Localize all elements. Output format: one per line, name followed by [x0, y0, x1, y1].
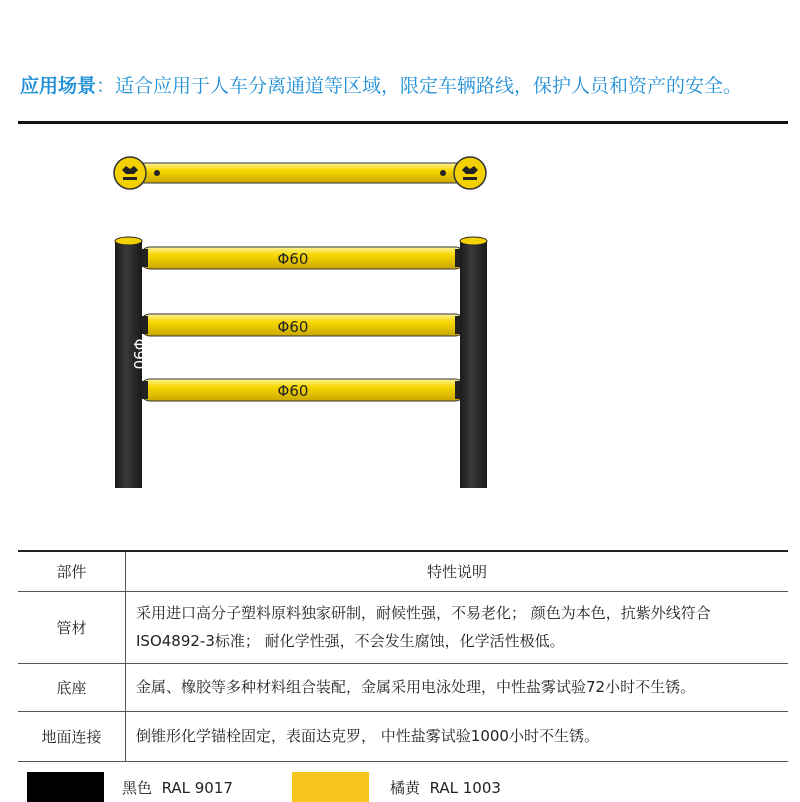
divider	[18, 121, 788, 124]
color-swatch-black	[27, 772, 104, 802]
headline-text: ：适合应用于人车分离通道等区域，限定车辆路线，保护人员和资产的安全。	[96, 75, 743, 97]
post-label: Φ90	[130, 338, 148, 370]
rail-1-label: Φ60	[277, 250, 309, 268]
spec-table	[18, 550, 788, 762]
end-cap-logo-icon	[454, 157, 486, 189]
table-row	[18, 711, 788, 761]
top-view-rail	[130, 163, 470, 183]
row-part: 底座	[18, 663, 126, 711]
row-desc-line: 倒锥形化学锚栓固定，表面达克罗， 中性盐雾试验1000小时不生锈。	[136, 727, 599, 745]
guardrail-drawing	[0, 140, 520, 500]
row-part: 地面连接	[18, 711, 126, 761]
headline	[20, 72, 790, 100]
color-label-black: 黑色 RAL 9017	[122, 779, 233, 797]
table-row	[18, 591, 788, 663]
row-desc-line: 金属、橡胶等多种材料组合装配，金属采用电泳处理，中性盐雾试验72小时不生锈。	[136, 678, 696, 696]
rail-2-label: Φ60	[277, 318, 309, 336]
row-part: 管材	[18, 591, 126, 663]
row-desc-line: 采用进口高分子塑料原料独家研制，耐候性强，不易老化； 颜色为本色，抗紫外线符合	[136, 604, 711, 622]
headline-label: 应用场景	[20, 75, 97, 97]
header-part: 部件	[18, 551, 126, 591]
row-desc	[126, 591, 789, 663]
row-desc	[126, 663, 789, 711]
table-row	[18, 663, 788, 711]
post-right	[460, 237, 487, 488]
top-view	[114, 157, 486, 189]
color-swatch-yellow	[292, 772, 369, 802]
row-desc-line: ISO4892-3标准； 耐化学性强，不会发生腐蚀，化学活性极低。	[136, 632, 565, 650]
row-desc	[126, 711, 789, 761]
rail-3-label: Φ60	[277, 382, 309, 400]
table-header-row	[18, 551, 788, 591]
header-desc: 特性说明	[126, 551, 789, 591]
front-view	[115, 237, 487, 488]
end-cap-logo-icon	[114, 157, 146, 189]
color-label-yellow: 橘黄 RAL 1003	[390, 779, 501, 797]
